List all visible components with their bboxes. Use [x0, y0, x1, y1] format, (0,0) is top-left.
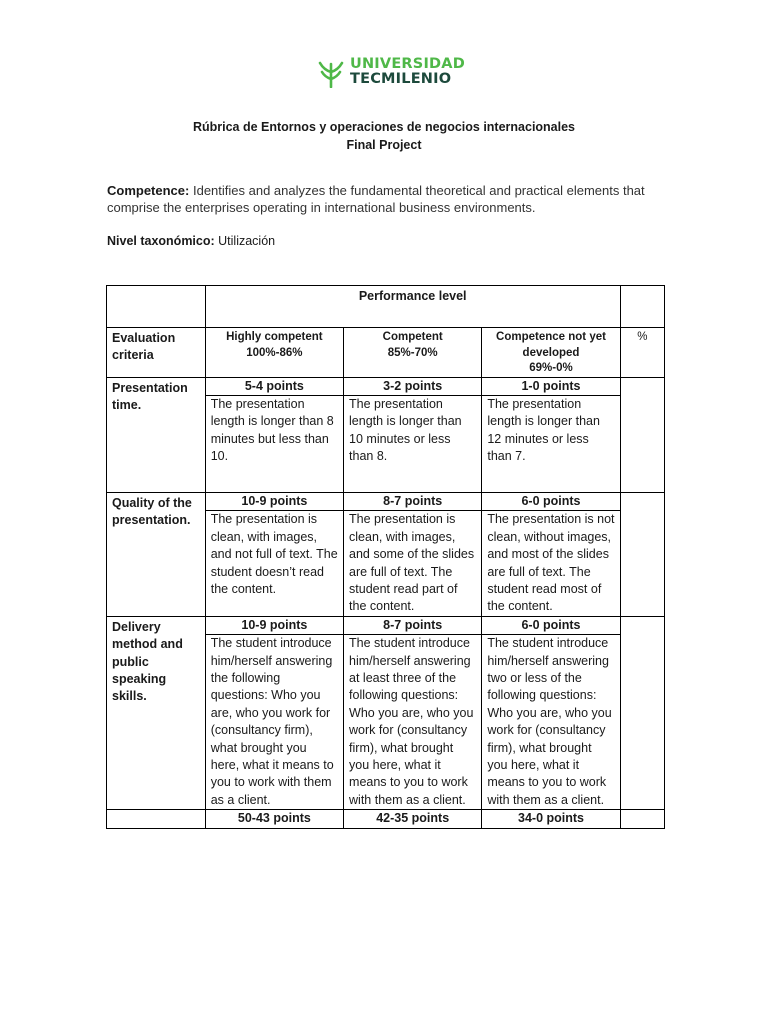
empty-cell: [620, 286, 664, 328]
level-range: 69%-0%: [529, 362, 573, 374]
level-header: [482, 328, 620, 378]
description-cell: The presentation is clean, with images, and not full of text. The student doesn’t read the content.: [205, 511, 343, 616]
university-logo: [318, 56, 465, 92]
empty-cell: [620, 810, 664, 828]
description-cell: The student introduce him/herself answering two or less of the following questions: Who you are, who you work for (consultancy firm), what brought you here, what it means to you to work with them as a client.: [482, 635, 620, 810]
table-row: [107, 616, 665, 634]
points-cell: 8-7 points: [344, 616, 482, 634]
plant-logo-icon: [318, 58, 344, 88]
percent-header: %: [620, 328, 664, 378]
criterion-cell: Delivery method and public speaking skills.: [107, 616, 206, 809]
percent-cell: [620, 616, 664, 809]
nivel-label: Nivel taxonómico:: [107, 234, 215, 248]
total-points-cell: 50-43 points: [205, 810, 343, 828]
table-row: [107, 810, 665, 828]
rubric-table: [106, 285, 665, 829]
description-cell: The presentation is not clean, without images, and most of the slides are full of text. The student read most of the content.: [482, 511, 620, 616]
criterion-cell: Presentation time.: [107, 377, 206, 492]
document-subtitle: Final Project: [346, 138, 422, 152]
criteria-header: Evaluation criteria: [107, 328, 206, 378]
points-cell: 6-0 points: [482, 492, 620, 510]
logo-line-2: TECMILENIO: [350, 71, 452, 87]
table-row: [107, 377, 665, 395]
performance-level-header: Performance level: [205, 286, 620, 328]
level-header: [344, 328, 482, 378]
table-row: [107, 286, 665, 328]
points-cell: 10-9 points: [205, 616, 343, 634]
description-cell: The student introduce him/herself answering at least three of the following questions: Who you are, who you work for (consultancy firm), what brought you here, what it means to you to work with them as a client.: [344, 635, 482, 810]
description-cell: The presentation length is longer than 8 minutes but less than 10.: [205, 395, 343, 492]
table-row: [107, 492, 665, 510]
empty-cell: [107, 286, 206, 328]
description-cell: The presentation length is longer than 10 minutes or less than 8.: [344, 395, 482, 492]
points-cell: 8-7 points: [344, 492, 482, 510]
percent-cell: [620, 377, 664, 492]
description-cell: The presentation is clean, with images, and some of the slides are full of text. The student read part of the content.: [344, 511, 482, 616]
total-points-cell: 34-0 points: [482, 810, 620, 828]
level-name: Competence not yet developed: [496, 331, 606, 359]
percent-cell: [620, 492, 664, 616]
description-cell: The presentation length is longer than 12 minutes or less than 7.: [482, 395, 620, 492]
document-title: Rúbrica de Entornos y operaciones de negocios internacionales: [192, 120, 576, 134]
points-cell: 3-2 points: [344, 377, 482, 395]
points-cell: 10-9 points: [205, 492, 343, 510]
table-row: [107, 328, 665, 378]
level-name: Highly competent: [226, 331, 323, 343]
nivel-value: Utilización: [214, 234, 276, 248]
taxonomic-level: [107, 234, 275, 248]
description-cell: The student introduce him/herself answering the following questions: Who you are, who you work for (consultancy firm), what brought you here, what it means to you to work with them as a client.: [205, 635, 343, 810]
points-cell: 1-0 points: [482, 377, 620, 395]
level-range: 85%-70%: [387, 346, 438, 359]
total-points-cell: 42-35 points: [344, 810, 482, 828]
level-range: 100%-86%: [246, 346, 303, 359]
empty-cell: [107, 810, 206, 828]
criterion-cell: Quality of the presentation.: [107, 492, 206, 616]
level-header: [205, 328, 343, 378]
competence-text: Identifies and analyzes the fundamental theoretical and practical elements that comprise the enterprises operating in international business environments.: [107, 183, 645, 215]
points-cell: 5-4 points: [205, 377, 343, 395]
level-name: Competent: [382, 331, 443, 343]
competence-label: Competence:: [107, 183, 190, 198]
logo-line-1: UNIVERSIDAD: [350, 56, 465, 72]
competence-statement: [107, 182, 667, 216]
points-cell: 6-0 points: [482, 616, 620, 634]
